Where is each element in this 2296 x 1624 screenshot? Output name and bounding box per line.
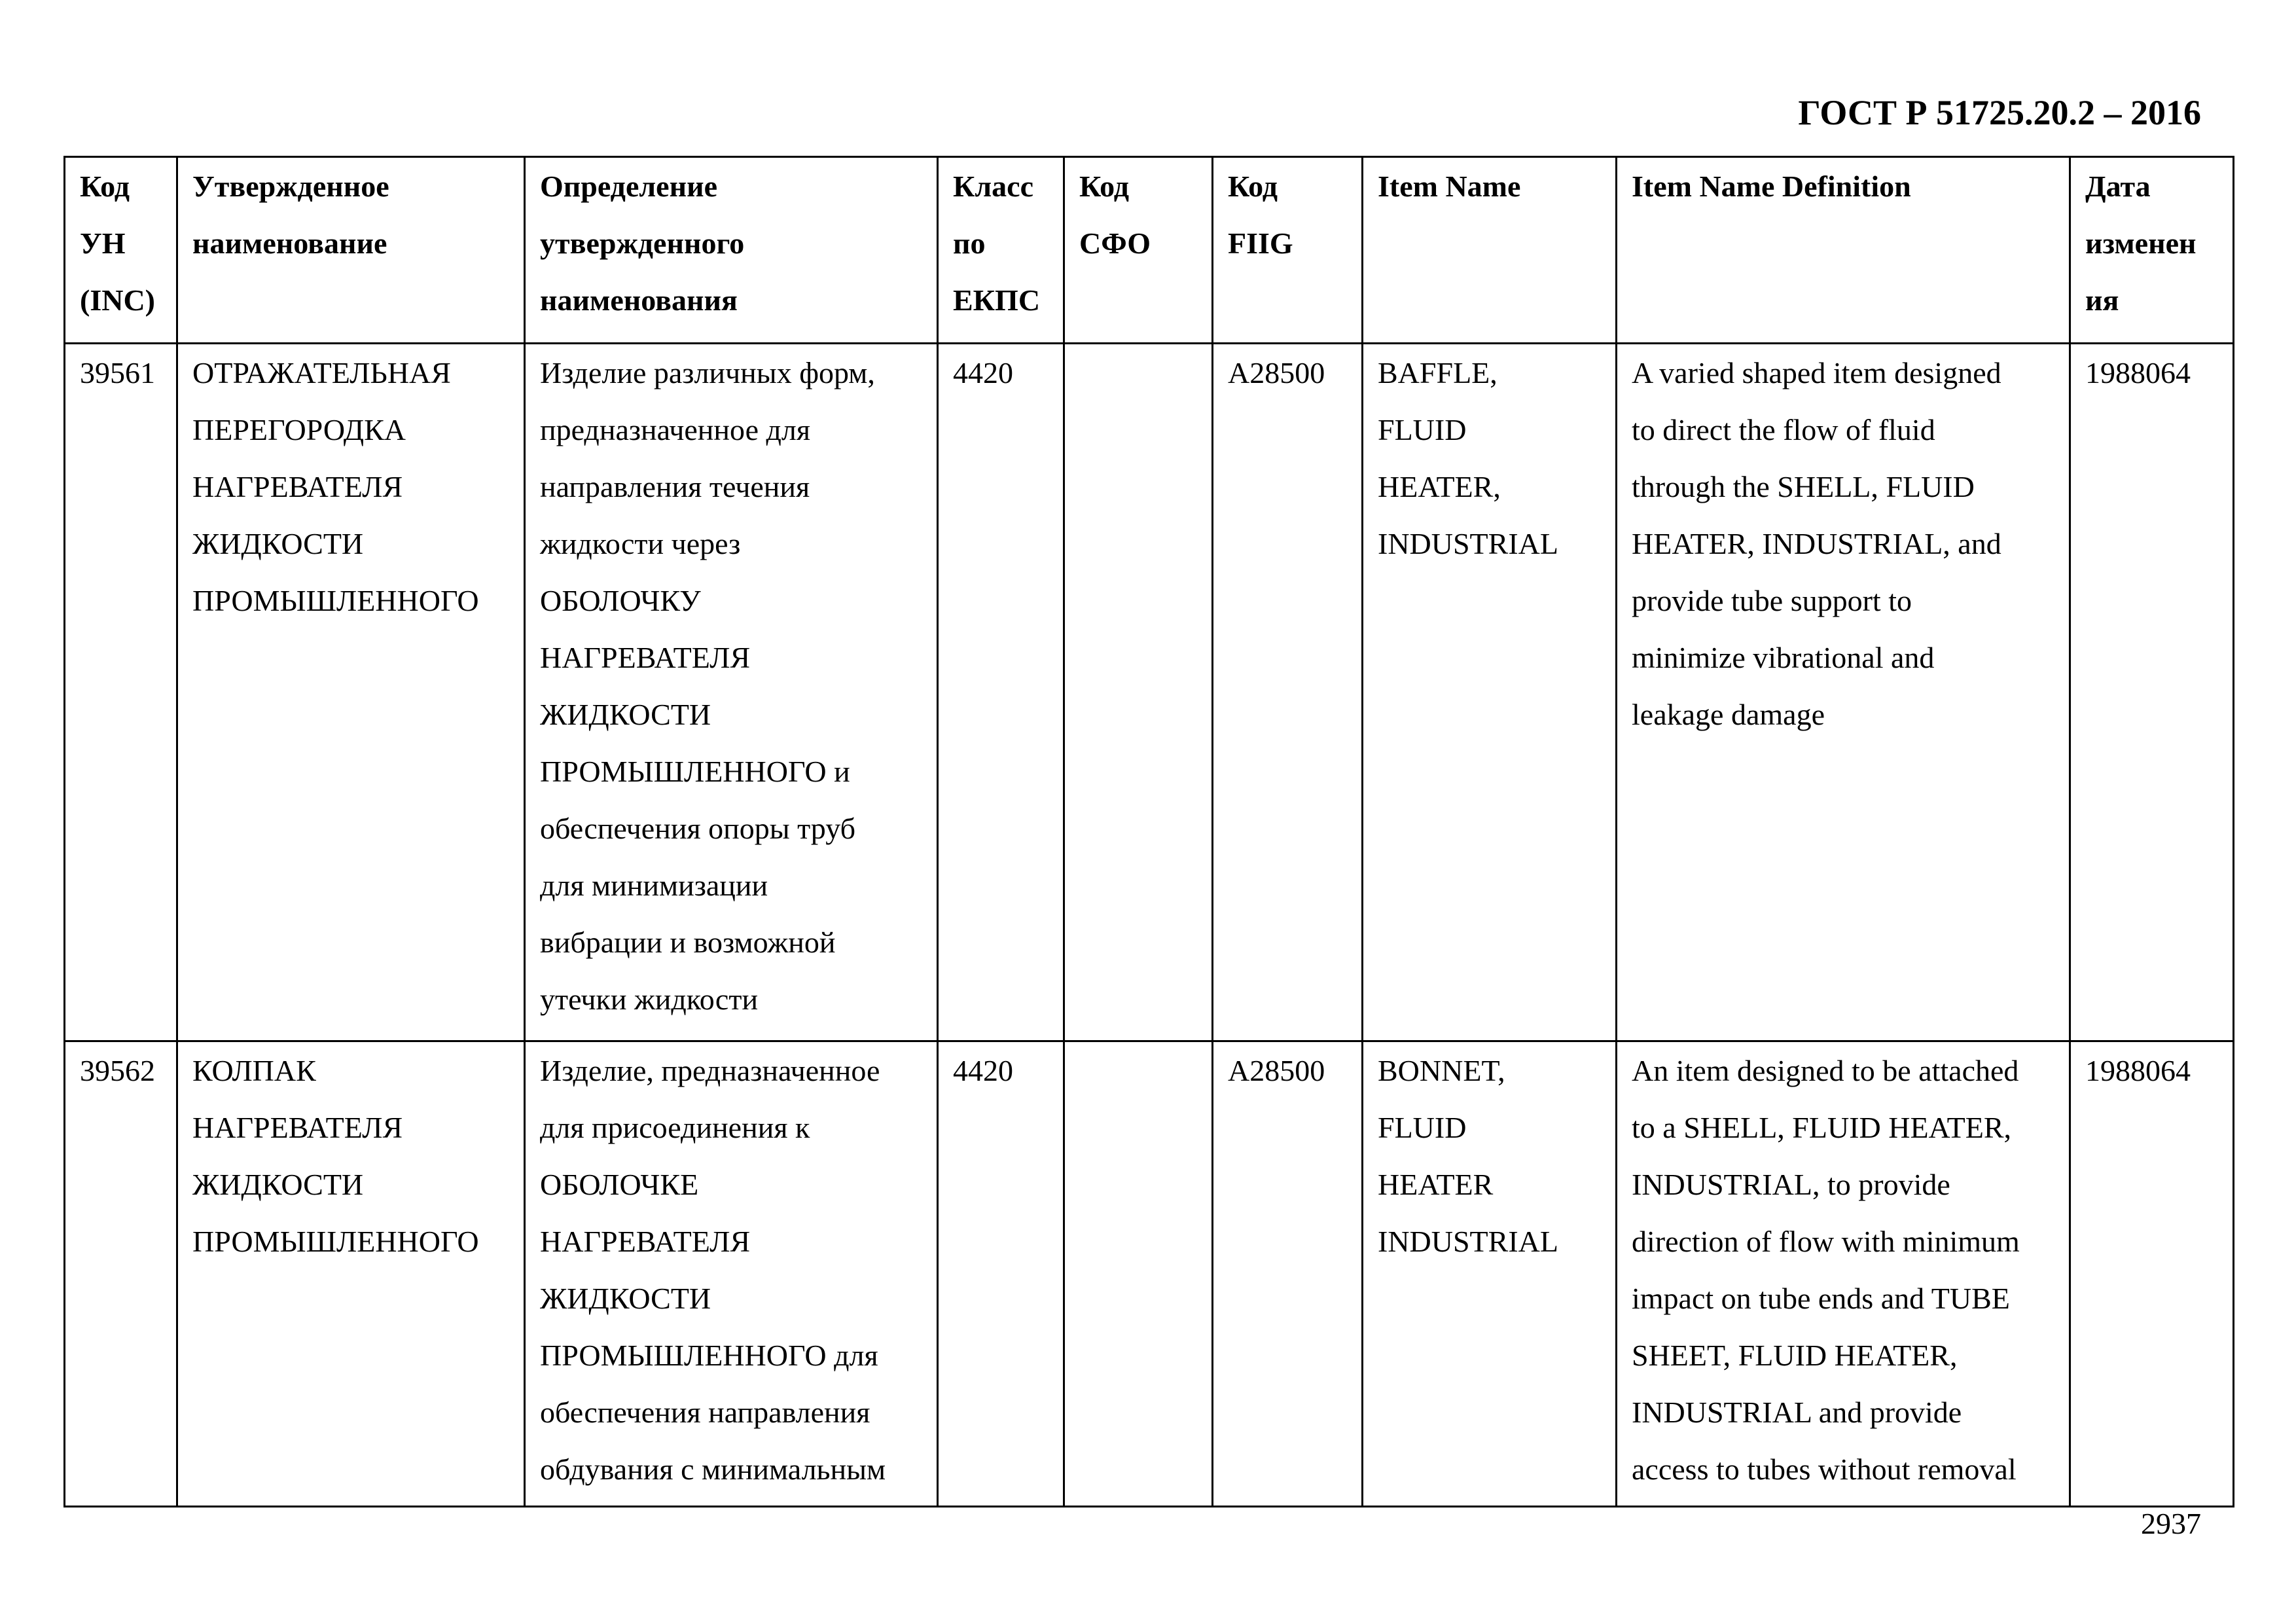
col-header-item-name: Item Name <box>1363 157 1617 344</box>
table-header-row <box>65 157 2234 344</box>
cell-definition: Изделие различных форм, предназначенное для направления течения жидкости через ОБОЛОЧКУ НАГРЕВАТЕЛЯ ЖИДКОСТИ ПРОМЫШЛЕННОГО и обеспечения опоры труб для минимизации вибрации и возможной утечки жидкости <box>525 344 938 1041</box>
col-header-definition: Определение утвержденного наименования <box>525 157 938 344</box>
cell-item-name-definition: A varied shaped item designed to direct the flow of fluid through the SHELL, FLUID HEATER, INDUSTRIAL, and provide tube support to minimize vibrational and leakage damage <box>1617 344 2070 1041</box>
cell-definition: Изделие, предназначенное для присоединения к ОБОЛОЧКЕ НАГРЕВАТЕЛЯ ЖИДКОСТИ ПРОМЫШЛЕННОГО для обеспечения направления обдувания с минимальным <box>525 1041 938 1507</box>
cell-approved-name: КОЛПАК НАГРЕВАТЕЛЯ ЖИДКОСТИ ПРОМЫШЛЕННОГО <box>177 1041 525 1507</box>
cell-date: 1988064 <box>2070 1041 2234 1507</box>
cell-item-name-definition: An item designed to be attached to a SHELL, FLUID HEATER, INDUSTRIAL, to provide direction of flow with minimum impact on tube ends and TUBE SHEET, FLUID HEATER, INDUSTRIAL and provide access to tubes without removal <box>1617 1041 2070 1507</box>
cell-class: 4420 <box>938 1041 1064 1507</box>
cell-inc: 39561 <box>65 344 177 1041</box>
col-header-approved-name: Утвержденное наименование <box>177 157 525 344</box>
page-number: 2937 <box>2141 1507 2201 1540</box>
cell-fiig: A28500 <box>1213 1041 1363 1507</box>
cell-date: 1988064 <box>2070 344 2234 1041</box>
col-header-inc: Код УН (INC) <box>65 157 177 344</box>
col-header-sfo: Код СФО <box>1064 157 1213 344</box>
cell-class: 4420 <box>938 344 1064 1041</box>
col-header-fiig: Код FIIG <box>1213 157 1363 344</box>
col-header-date: Дата изменен ия <box>2070 157 2234 344</box>
cell-item-name: BONNET, FLUID HEATER INDUSTRIAL <box>1363 1041 1617 1507</box>
cell-sfo <box>1064 344 1213 1041</box>
cell-approved-name: ОТРАЖАТЕЛЬНАЯ ПЕРЕГОРОДКА НАГРЕВАТЕЛЯ ЖИДКОСТИ ПРОМЫШЛЕННОГО <box>177 344 525 1041</box>
cell-sfo <box>1064 1041 1213 1507</box>
cell-item-name: BAFFLE, FLUID HEATER, INDUSTRIAL <box>1363 344 1617 1041</box>
table-row <box>65 344 2234 1041</box>
col-header-item-name-definition: Item Name Definition <box>1617 157 2070 344</box>
cell-fiig: A28500 <box>1213 344 1363 1041</box>
standard-designation: ГОСТ Р 51725.20.2 – 2016 <box>1798 93 2201 132</box>
col-header-class: Класс по ЕКПС <box>938 157 1064 344</box>
cell-inc: 39562 <box>65 1041 177 1507</box>
catalog-table <box>63 156 2234 1507</box>
table-row <box>65 1041 2234 1507</box>
